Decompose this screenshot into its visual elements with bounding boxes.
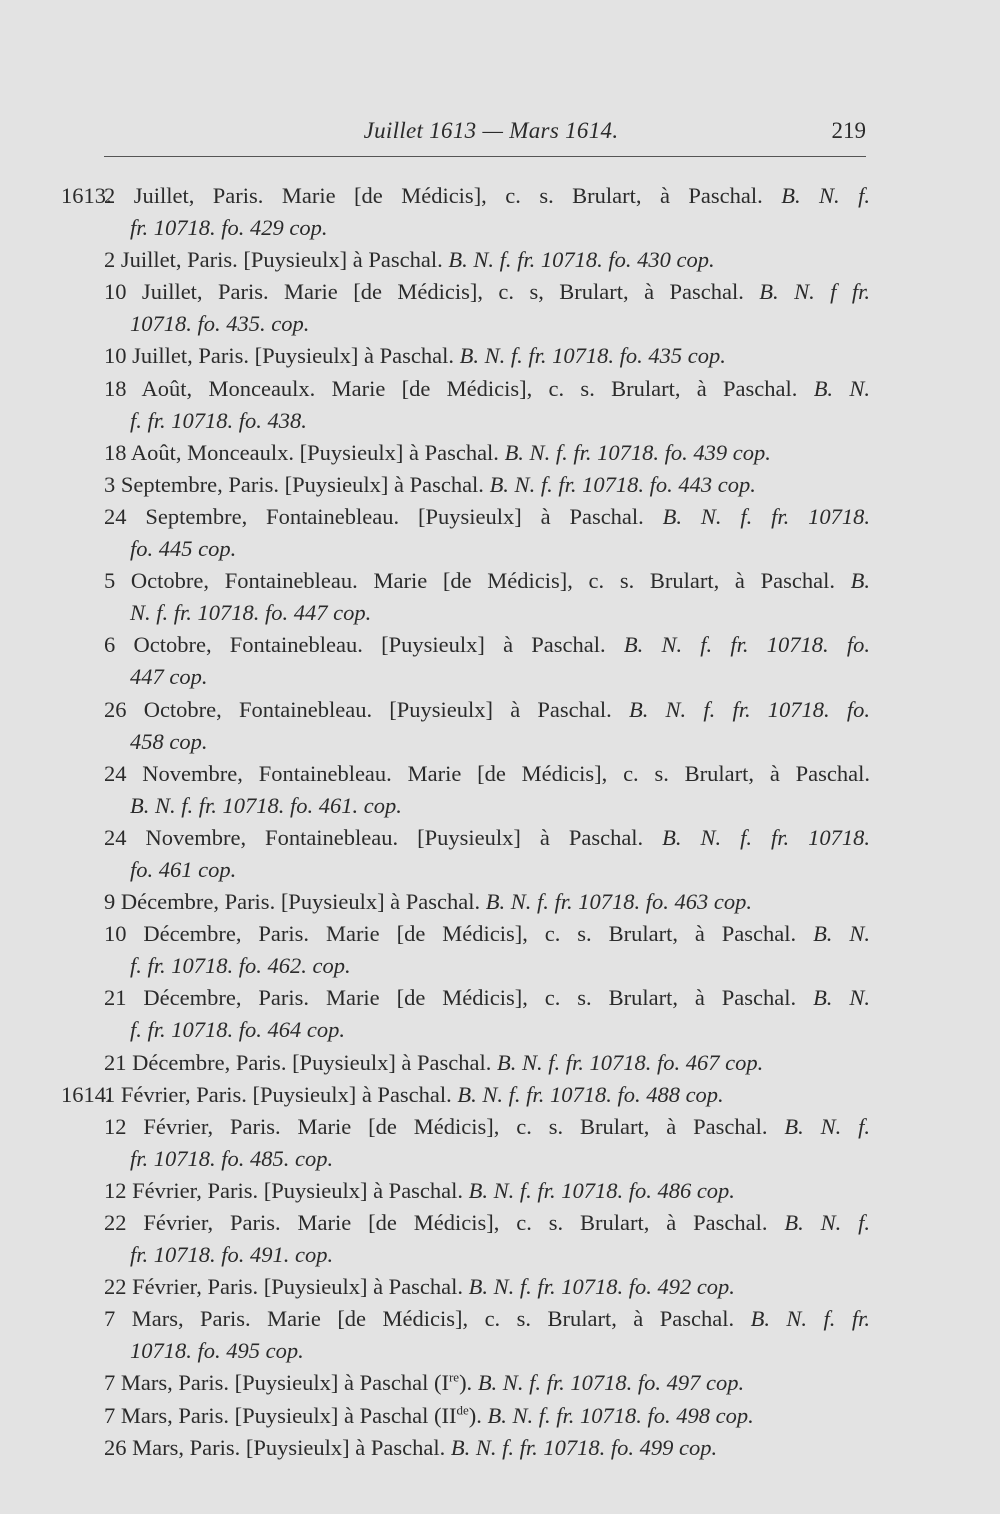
source-reference: B. N. f. fr. 10718. fo. 498 cop. [487, 1402, 754, 1428]
superscript: re [448, 1369, 460, 1385]
entry-description: 22 Février, Paris. Marie [de Médicis], c. s. Brulart, à Paschal. [104, 1210, 785, 1235]
page-number: 219 [831, 118, 866, 143]
letter-entry [0, 694, 870, 758]
source-reference: B. N. f. fr. 10718. [662, 824, 870, 850]
entry-description: 12 Février, Paris. Marie [de Médicis], c. s. Brulart, à Paschal. [104, 1113, 785, 1139]
source-reference: fo. 461 cop. [130, 856, 237, 882]
letter-entry [0, 822, 870, 886]
letter-entry [0, 1111, 870, 1175]
letter-list [0, 180, 1000, 1464]
year-marker: 1613. [61, 183, 112, 208]
entry-description: 10 Juillet, Paris. Marie [de Médicis], c. s, Brulart, à Paschal. [104, 279, 760, 305]
source-reference: B. [850, 568, 870, 594]
entry-description: 24 Septembre, Fontainebleau. [Puysieulx] à Paschal. [104, 503, 663, 529]
entry-description: 6 Octobre, Fontainebleau. [Puysieulx] à Paschal. [104, 632, 624, 658]
running-head: Juillet 1613 — Mars 1614. [363, 118, 619, 143]
entry-text [104, 244, 870, 276]
entry-description: 5 Octobre, Fontainebleau. Marie [de Médicis], c. s. Brulart, à Paschal. [104, 568, 851, 594]
entry-description: 10 Juillet, Paris. [Puysieulx] à Paschal. [104, 343, 460, 369]
entry-text [104, 822, 870, 854]
letter-entry [0, 1271, 870, 1303]
source-reference: fr. 10718. fo. 485. cop. [130, 1145, 334, 1171]
source-reference: B. N. f. fr. 10718. fo. [628, 696, 870, 722]
letter-entry [0, 469, 870, 501]
letter-entry [0, 276, 870, 340]
source-reference: B. N. f. [784, 1113, 870, 1139]
source-reference: B. N. f. fr. 10718. fo. [623, 632, 870, 658]
letter-entry [0, 758, 870, 822]
entry-continuation [104, 661, 870, 693]
entry-text [104, 758, 870, 790]
letter-entry [0, 918, 870, 982]
source-reference: B. N. [813, 375, 870, 401]
entry-description: 26 Octobre, Fontainebleau. [Puysieulx] à Paschal. [104, 696, 629, 722]
source-reference: B. N. f. fr. [750, 1306, 870, 1332]
entry-text [104, 276, 870, 308]
entry-description-end: ). [459, 1370, 478, 1396]
source-reference: fr. 10718. fo. 491. cop. [130, 1242, 334, 1268]
letter-entry [0, 1432, 870, 1464]
letter-entry [0, 501, 870, 565]
source-reference: 447 cop. [130, 664, 208, 690]
entry-continuation [104, 854, 870, 886]
entry-text [104, 1432, 870, 1464]
entry-description: 9 Décembre, Paris. [Puysieulx] à Paschal. [104, 889, 486, 915]
source-reference: B. N. f. fr. 10718. fo. 497 cop. [477, 1370, 745, 1396]
entry-text [104, 694, 870, 726]
source-reference: B. N. f. [784, 1210, 870, 1235]
entry-text [104, 886, 870, 918]
letter-entry [0, 565, 870, 629]
entry-text [104, 1111, 870, 1143]
entry-continuation [104, 1014, 870, 1046]
letter-entry [0, 1207, 870, 1271]
entry-description: 22 Février, Paris. [Puysieulx] à Paschal. [104, 1274, 469, 1300]
entry-text [104, 565, 870, 597]
source-reference: f. fr. 10718. fo. 438. [130, 407, 307, 433]
entry-description: 3 Septembre, Paris. [Puysieulx] à Paschal. [104, 471, 490, 497]
source-reference: B. N. f. fr. 10718. fo. 488 cop. [457, 1081, 724, 1107]
source-reference: B. N. f fr. [759, 279, 870, 305]
entry-text [104, 469, 870, 501]
entry-text [104, 1271, 870, 1303]
source-reference: B. N. f. fr. 10718. fo. 499 cop. [450, 1434, 718, 1460]
entry-description: 12 Février, Paris. [Puysieulx] à Paschal. [104, 1177, 469, 1203]
entry-description: 18 Août, Monceaulx. Marie [de Médicis], c. s. Brulart, à Paschal. [104, 375, 814, 401]
source-reference: B. N. f. fr. 10718. fo. 461. cop. [130, 792, 402, 818]
letter-entry [0, 886, 870, 918]
letter-entry [0, 373, 870, 437]
source-reference: B. N. f. fr. 10718. [662, 503, 870, 529]
entry-continuation [104, 950, 870, 982]
entry-description: 10 Décembre, Paris. Marie [de Médicis], c. s. Brulart, à Paschal. [104, 921, 814, 947]
source-reference: 10718. fo. 435. cop. [130, 311, 310, 337]
entry-description: 21 Décembre, Paris. Marie [de Médicis], c. s. Brulart, à Paschal. [104, 985, 814, 1011]
entry-description: 7 Mars, Paris. Marie [de Médicis], c. s. Brulart, à Paschal. [104, 1306, 751, 1332]
entry-continuation [104, 726, 870, 758]
entry-description: 1 Février, Paris. [Puysieulx] à Paschal. [104, 1081, 458, 1107]
entry-text [104, 1175, 870, 1207]
source-reference: B. N. f. fr. 10718. fo. 443 cop. [489, 471, 756, 497]
source-reference: B. N. f. fr. 10718. fo. 430 cop. [448, 247, 715, 273]
letter-entry [0, 244, 870, 276]
source-reference: 10718. fo. 495 cop. [130, 1338, 304, 1364]
source-reference: B. N. f. fr. 10718. fo. 435 cop. [459, 343, 726, 369]
page-header [104, 118, 866, 158]
entry-text [104, 373, 870, 405]
entry-text [104, 629, 870, 661]
entry-text [104, 918, 870, 950]
entry-text [104, 437, 870, 469]
source-reference: fr. 10718. fo. 429 cop. [130, 215, 328, 241]
letter-entry [0, 1400, 870, 1432]
entry-description: 2 Juillet, Paris. [Puysieulx] à Paschal. [104, 247, 449, 273]
entry-continuation [104, 1143, 870, 1175]
entry-description: 24 Novembre, Fontainebleau. [Puysieulx] à Paschal. [104, 824, 663, 850]
entry-continuation [104, 1239, 870, 1271]
entry-continuation [104, 405, 870, 437]
entry-description: 7 Mars, Paris. [Puysieulx] à Paschal (I [104, 1370, 449, 1396]
letter-entry [0, 1079, 870, 1111]
entry-description-end: ). [468, 1402, 488, 1428]
entry-description: 24 Novembre, Fontainebleau. Marie [de Médicis], c. s. Brulart, à Paschal. [104, 760, 870, 786]
entry-text [104, 1079, 870, 1111]
entry-continuation [104, 597, 870, 629]
letter-entry [0, 629, 870, 693]
source-reference: B. N. f. fr. 10718. fo. 492 cop. [468, 1274, 735, 1300]
source-reference: 458 cop. [130, 728, 208, 754]
letter-entry [0, 340, 870, 372]
source-reference: B. N. f. fr. 10718. fo. 439 cop. [504, 439, 771, 465]
source-reference: fo. 445 cop. [130, 536, 237, 562]
entry-description: 2 Juillet, Paris. Marie [de Médicis], c. s. Brulart, à Paschal. [104, 183, 782, 208]
letter-entry [0, 1047, 870, 1079]
year-marker: 1614. [61, 1081, 112, 1107]
entry-text [104, 1367, 870, 1399]
letter-entry [0, 982, 870, 1046]
entry-description: 21 Décembre, Paris. [Puysieulx] à Paschal. [104, 1049, 498, 1075]
letter-entry [0, 180, 870, 244]
source-reference: B. N. f. [781, 183, 870, 208]
source-reference: f. fr. 10718. fo. 462. cop. [130, 953, 351, 979]
source-reference: N. f. fr. 10718. fo. 447 cop. [130, 600, 372, 626]
superscript: de [456, 1402, 469, 1418]
entry-continuation [104, 212, 870, 244]
entry-continuation [104, 790, 870, 822]
entry-continuation [104, 533, 870, 565]
entry-continuation [104, 308, 870, 340]
entry-text [104, 501, 870, 533]
entry-text [104, 982, 870, 1014]
source-reference: B. N. f. fr. 10718. fo. 486 cop. [468, 1177, 735, 1203]
entry-description: 26 Mars, Paris. [Puysieulx] à Paschal. [104, 1434, 451, 1460]
source-reference: f. fr. 10718. fo. 464 cop. [130, 1017, 346, 1043]
letter-entry [0, 437, 870, 469]
entry-text [104, 1303, 870, 1335]
letter-entry [0, 1367, 870, 1399]
entry-text [104, 180, 870, 212]
entry-text [104, 340, 870, 372]
header-rule [104, 156, 866, 157]
entry-text [104, 1400, 870, 1432]
source-reference: B. N. f. fr. 10718. fo. 463 cop. [485, 889, 753, 915]
letter-entry [0, 1175, 870, 1207]
letter-entry [0, 1303, 870, 1367]
entry-text [104, 1207, 870, 1239]
entry-description: 18 Août, Monceaulx. [Puysieulx] à Paschal. [104, 439, 505, 465]
entry-description: 7 Mars, Paris. [Puysieulx] à Paschal (II [104, 1402, 457, 1428]
source-reference: B. N. [813, 985, 870, 1011]
entry-text [104, 1047, 870, 1079]
entry-continuation [104, 1335, 870, 1367]
source-reference: B. N. f. fr. 10718. fo. 467 cop. [497, 1049, 764, 1075]
source-reference: B. N. [813, 921, 870, 947]
